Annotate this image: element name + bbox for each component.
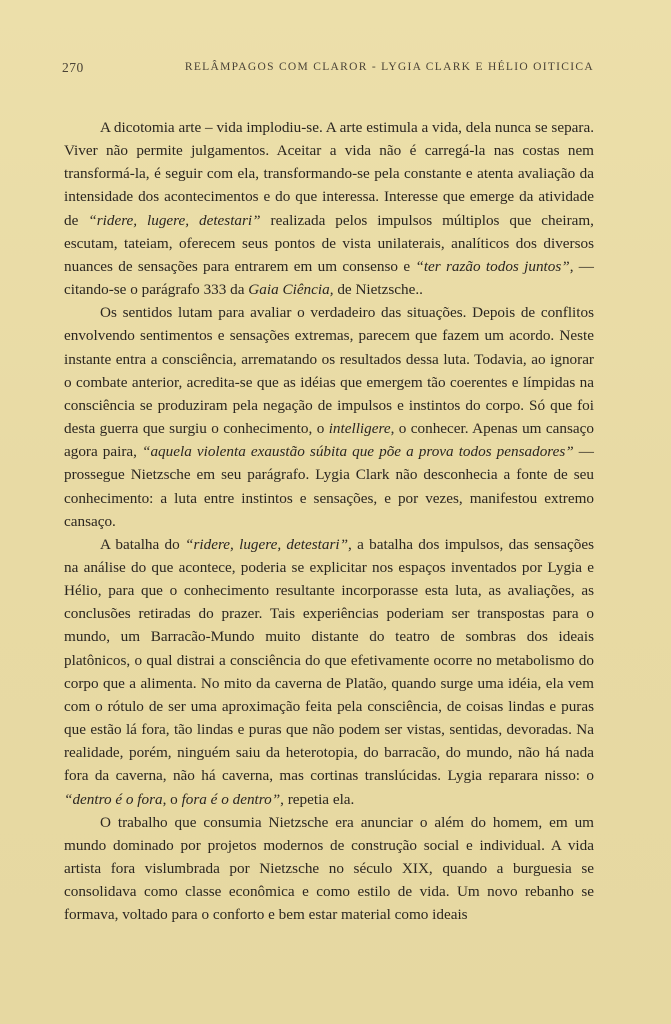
italic-text: “ridere, lugere, detestari” — [88, 211, 261, 229]
paragraph — [64, 811, 594, 927]
paragraph — [64, 533, 594, 811]
italic-text: intelligere — [328, 420, 391, 438]
text-run: , repetia ela. — [280, 790, 355, 808]
italic-text: “ridere, lugere, detestari” — [185, 535, 349, 553]
italic-text: “aquela violenta exaustão súbita que põe a prova todos pensadores” — [142, 443, 574, 461]
page-number: 270 — [62, 60, 84, 75]
italic-text: Gaia Ciência, — [248, 281, 334, 299]
text-run: A batalha do — [100, 535, 186, 553]
text-run: Os sentidos lutam para avaliar o verdadeiro das situações. Depois de conflitos envolvendo sentimentos e sensações extremas, parecem que fazem um acordo. Neste instante entra a consciência, arrematando os resultados dessa luta. Todavia, ao ignorar o combate anterior, acredita-se que as idéias que emergem tão coerentes e límpidas na consciência se produziram pela negação de impulsos e instintos do corpo. Só que foi desta guerra que surgiu o conhecimento, o — [64, 304, 594, 438]
text-run: , o — [162, 790, 182, 808]
italic-text: fora é o dentro” — [181, 790, 281, 808]
text-run: , — citando-se o parágrafo 333 da — [64, 257, 594, 299]
text-run: de Nietzsche.. — [333, 281, 423, 299]
italic-text: “ter razão todos juntos” — [415, 257, 570, 275]
text-run: — prossegue Nietzsche em seu parágrafo. Lygia Clark não desconhecia a fonte de seu conhecimento: a luta entre instintos e sensações, e por vezes, manifestou extremo cansaço. — [64, 443, 594, 530]
text-run: , a batalha dos impulsos, das sensações na análise do que acontece, poderia se explicitar nos espaços inventados por Lygia e Hélio, para que o conhecimento resultante incorporasse esta luta, as avaliações, as conclusões retiradas do prazer. Tais experiências poderiam ser transpostas para o mundo, um Barracão-Mundo muito distante do teatro de sombras dos ideais platônicos, o qual distrai a consciência do que efetivamente ocorre no metabolismo do corpo que a alimenta. No mito da caverna de Platão, quando surge uma idéia, ela vem com o rótulo de ser uma aproximação feita pela consciência, de coisas lindas e puras que estão lá fora, tão lindas e puras que não podem ser vistas, sentidas, devoradas. Na realidade, porém, ninguém saiu da heterotopia, do barracão, do mundo, não há nada fora da caverna, não há caverna, mas cortinas translúcidas. Lygia reparara nisso: o — [64, 535, 594, 785]
text-run: , o conhecer. Apenas um cansaço agora paira, — [64, 420, 594, 461]
text-run: A dicotomia arte – vida implodiu-se. A arte estimula a vida, dela nunca se separa. Viver não permite julgamentos. Aceitar a vida não é carregá-la nas costas nem transformá-la, é seguir com ela, transformando-se pela constante e atenta avaliação da intensidade dos acontecimentos e do que interessa. Interesse que emerge da atividade de — [64, 119, 594, 229]
text-run: O trabalho que consumia Nietzsche era anunciar o além do homem, em um mundo dominado por projetos modernos de construção social e individual. A vida artista fora vislumbrada por Nietzsche no século XIX, quando a burguesia se consolidava como classe econômica e como estilo de vida. Um novo rebanho se formava, voltado para o conforto e bem estar material como ideais — [64, 813, 594, 924]
paragraph — [64, 116, 594, 301]
italic-text: “dentro é o fora — [64, 790, 163, 808]
text-run: realizada pelos impulsos múltiplos que cheiram, escutam, tateiam, oferecem seus pontos de vista unilaterais, analíticos dos diversos nuances de sensações para entrarem em um consenso e — [64, 211, 594, 275]
running-head: RELÂMPAGOS COM CLAROR - LYGIA CLARK E HÉLIO OITICICA — [184, 61, 594, 73]
body-text — [64, 116, 594, 926]
page-header — [62, 60, 594, 84]
paragraph — [64, 301, 594, 533]
